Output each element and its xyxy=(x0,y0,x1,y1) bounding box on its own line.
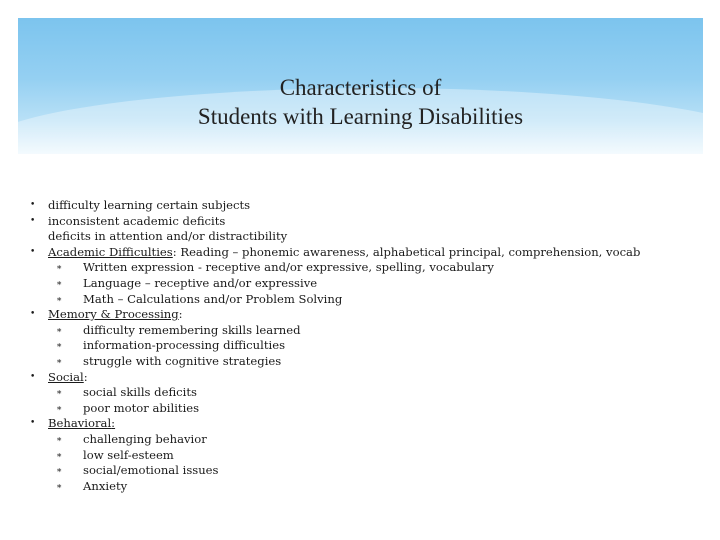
section-heading-memory: Memory & Processing xyxy=(48,307,179,322)
sub-bullet-icon: ∗ xyxy=(56,341,63,352)
sub-list-item-text: Written expression - receptive and/or expressive, spelling, vocabulary xyxy=(83,260,494,275)
list-item-text: deficits in attention and/or distractibility xyxy=(48,229,288,244)
sub-bullet-icon: ∗ xyxy=(56,356,63,367)
sub-list-item xyxy=(26,479,706,495)
sub-bullet-icon: ∗ xyxy=(56,403,63,414)
sub-list-item xyxy=(26,260,706,276)
sub-list-item xyxy=(26,432,706,448)
sub-list-item xyxy=(26,463,706,479)
bullet-icon: • xyxy=(30,215,36,226)
title-line-1: Characteristics of xyxy=(279,75,442,100)
sub-bullet-icon: ∗ xyxy=(56,263,63,274)
bullet-icon: • xyxy=(30,418,36,429)
bullet-icon: • xyxy=(30,309,36,320)
sub-bullet-icon: ∗ xyxy=(56,388,63,399)
sub-list-item xyxy=(26,276,706,292)
sub-list-item-text: information-processing difficulties xyxy=(83,338,286,353)
section-heading-behavioral: Behavioral xyxy=(48,416,112,431)
sub-bullet-icon: ∗ xyxy=(56,278,63,289)
sub-list-item xyxy=(26,323,706,339)
bullet-icon: • xyxy=(30,371,36,382)
title-banner xyxy=(18,18,703,154)
sub-list-item-text: Language – receptive and/or expressive xyxy=(83,275,318,290)
list-item-text: difficulty learning certain subjects xyxy=(48,198,251,212)
sub-list-item-text: Math – Calculations and/or Problem Solving xyxy=(83,291,343,306)
sub-list-item-text: challenging behavior xyxy=(83,431,207,446)
title-line-2: Students with Learning Disabilities xyxy=(197,104,524,129)
bullet-icon: • xyxy=(30,246,36,257)
sub-bullet-icon: ∗ xyxy=(56,481,63,492)
bullet-icon: • xyxy=(30,200,36,210)
slide-title xyxy=(18,73,703,131)
section-heading-academic: Academic Difficulties xyxy=(48,244,173,259)
sub-bullet-icon: ∗ xyxy=(56,325,63,336)
sub-list-item-text: Anxiety xyxy=(83,478,128,493)
sub-list-item xyxy=(26,292,706,308)
list-item-text: inconsistent academic deficits xyxy=(48,213,226,228)
list-item-text: : Reading – phonemic awareness, alphabetical principal, comprehension, vocab xyxy=(172,244,641,259)
sub-list-item-text: low self-esteem xyxy=(83,447,174,462)
sub-list-item xyxy=(26,354,706,370)
sub-list-item xyxy=(26,385,706,401)
sub-bullet-icon: ∗ xyxy=(56,434,63,445)
list-item-memory xyxy=(26,307,706,323)
list-item-behavioral xyxy=(26,416,706,432)
list-item-academic xyxy=(26,245,706,261)
sub-list-item-text: struggle with cognitive strategies xyxy=(83,353,282,368)
list-item xyxy=(26,214,706,230)
sub-list-item-text: difficulty remembering skills learned xyxy=(83,322,301,337)
sub-list-item xyxy=(26,448,706,464)
bullet-list xyxy=(26,198,706,494)
colon: : xyxy=(111,416,116,431)
sub-list-item-text: social/emotional issues xyxy=(83,463,219,478)
sub-list-item xyxy=(26,401,706,417)
sub-bullet-icon: ∗ xyxy=(56,294,63,305)
sub-bullet-icon: ∗ xyxy=(56,466,63,477)
sub-list-item xyxy=(26,338,706,354)
sub-bullet-icon: ∗ xyxy=(56,450,63,461)
list-item-social xyxy=(26,370,706,386)
sub-list-item-text: social skills deficits xyxy=(83,385,197,400)
sub-list-item-text: poor motor abilities xyxy=(83,400,200,415)
colon: : xyxy=(83,369,88,384)
section-heading-social: Social xyxy=(48,369,84,384)
list-item xyxy=(26,198,706,214)
colon: : xyxy=(178,307,183,322)
list-item-continuation xyxy=(26,229,706,245)
